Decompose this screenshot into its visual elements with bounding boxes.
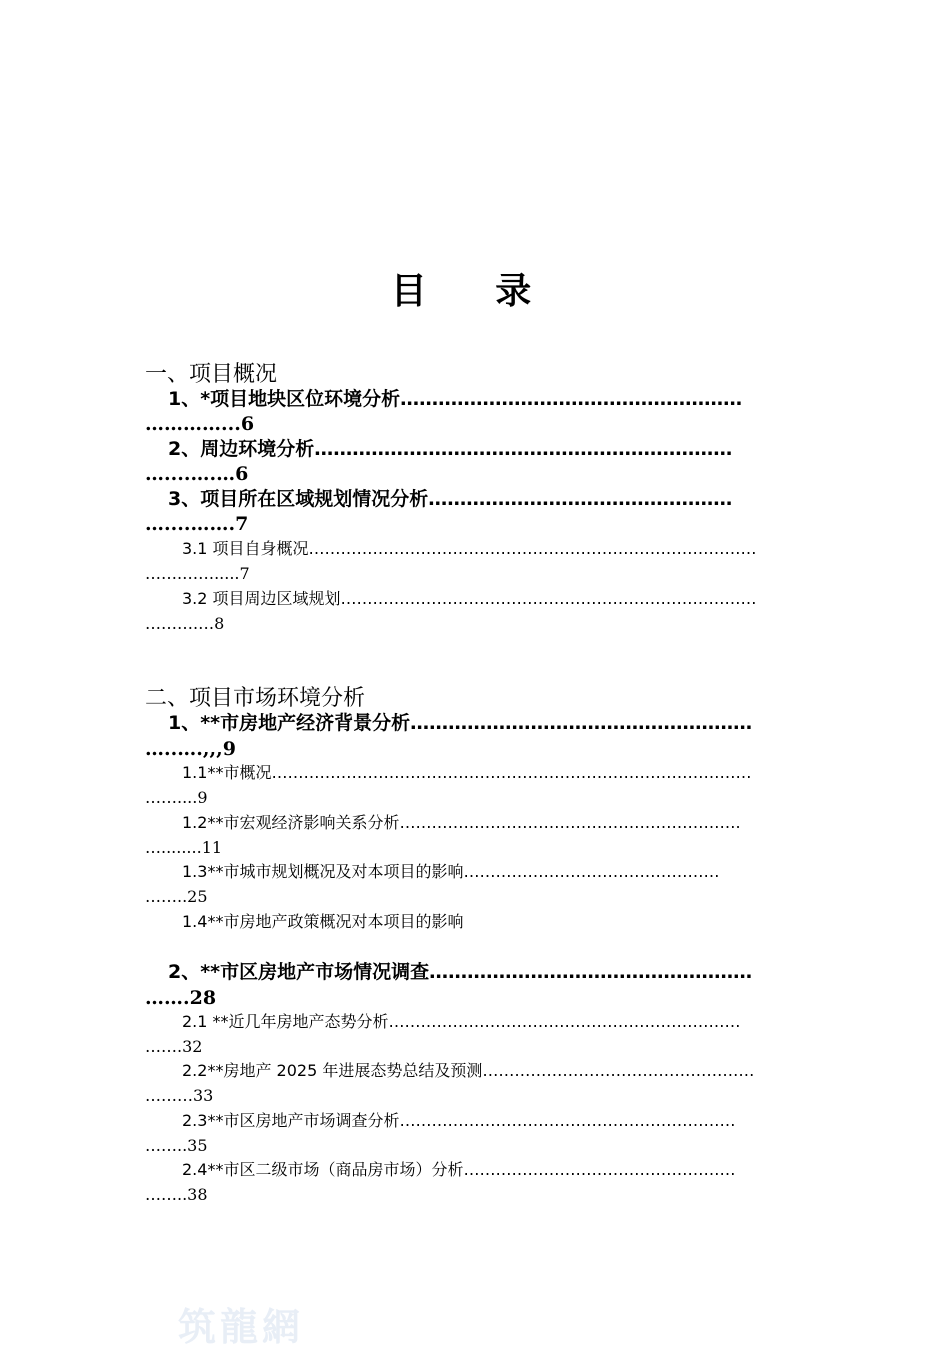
toc-subentry-page: ……..35 [145, 1136, 208, 1155]
toc-subentry-page: …........11 [145, 838, 223, 857]
toc-subentry[interactable]: 3.2 项目周边区域规划…………………………………………………………………… [182, 589, 757, 608]
page-title: 目 录 [390, 271, 560, 312]
toc-subentry[interactable]: 1.4**市房地产政策概况对本项目的影响 [182, 912, 464, 931]
toc-subentry[interactable]: 2.4**市区二级市场（商品房市场）分析…………………………………………… [182, 1160, 736, 1179]
toc-entry[interactable]: 1、*项目地块区位环境分析……………………………………………… [168, 388, 743, 410]
toc-subentry[interactable]: 1.1**市概况……………………………………………………………………………… [182, 763, 752, 782]
toc-entry[interactable]: 2、**市区房地产市场情况调查…………………………………………… [168, 961, 753, 983]
toc-subentry-page: ……..25 [145, 887, 208, 906]
section-heading: 二、项目市场环境分析 [145, 686, 366, 711]
toc-entry[interactable]: 3、项目所在区域规划情况分析………………………………………… [168, 488, 733, 510]
section-heading: 一、项目概况 [145, 362, 278, 387]
toc-subentry-page: …….32 [145, 1037, 203, 1056]
toc-subentry[interactable]: 2.1 **近几年房地产态势分析………………………………………………………… [182, 1012, 741, 1031]
toc-entry[interactable]: 2、周边环境分析………………………………………………………… [168, 438, 733, 460]
toc-subentry-page: ……..38 [145, 1185, 208, 1204]
toc-subentry[interactable]: 2.3**市区房地产市场调查分析……………………………………………………… [182, 1111, 736, 1130]
toc-entry-page: …….28 [145, 987, 217, 1009]
toc-subentry[interactable]: 1.2**市宏观经济影响关系分析………………………………………………………. [182, 813, 741, 832]
toc-entry-page: …....…….7 [145, 513, 249, 535]
toc-entry[interactable]: 1、**市房地产经济背景分析……………………………………………… [168, 712, 753, 734]
toc-subentry-page: ……....9 [145, 788, 208, 807]
toc-subentry-page: …….…….....7 [145, 564, 250, 583]
toc-entry-page: …..….,,,9 [145, 738, 236, 760]
toc-subentry-page: ………33 [145, 1086, 214, 1105]
toc-subentry[interactable]: 2.2**房地产 2025 年进展态势总结及预测…………………………………………… [182, 1061, 755, 1080]
toc-subentry[interactable]: 1.3**市城市规划概况及对本项目的影响………………………………………… [182, 862, 720, 881]
toc-entry-page: …....….…6 [145, 463, 249, 485]
toc-entry-page: …………...6 [145, 413, 255, 435]
watermark-logo: 筑龍網 [178, 1304, 305, 1349]
toc-subentry-page: ……….…8 [145, 614, 225, 633]
toc-subentry[interactable]: 3.1 项目自身概况………………………………………………………………………… [182, 539, 757, 558]
